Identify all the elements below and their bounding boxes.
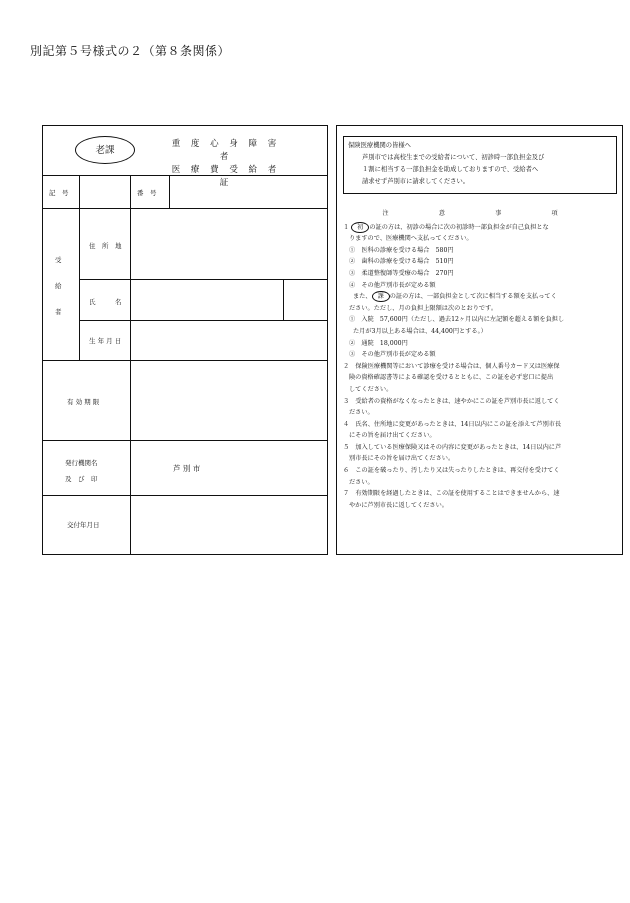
notice-line: 芦別市では高校生までの受給者について、初診時一部負担金及び	[362, 154, 545, 161]
validity-row	[43, 361, 327, 441]
birth-label: 生 年 月 日	[89, 337, 122, 345]
note-line: 別市長にその旨を届け出てください。	[349, 455, 455, 463]
note-line	[343, 291, 619, 303]
note-line: た月が3月以上ある場合は、44,400円とする。）	[353, 327, 487, 335]
note-text: の証の方は、一部負担金として次に相当する額を支払ってく	[389, 293, 557, 301]
divider	[79, 176, 80, 209]
note-line: ② 歯科の診療を受ける場合 510円	[349, 258, 454, 266]
note-line: ① 入院 57,600円（ただし、過去12ヶ月以内に左記額を超える額を負担し	[349, 316, 565, 324]
notice-line: 請求せず芦別市に請求してください。	[362, 178, 470, 185]
note-line: りますので、医療機関へ支払ってください。	[349, 235, 473, 243]
issuer-row	[43, 441, 327, 496]
kigou-label: 記 号	[49, 189, 69, 197]
card-title-line2: 医 療 費 受 給 者 証	[171, 165, 281, 188]
issue-date-row	[43, 496, 327, 554]
name-label: 氏 名	[89, 298, 122, 306]
recipient-char: 給	[55, 282, 62, 290]
note-text: また、	[353, 293, 372, 301]
card-header	[43, 126, 327, 188]
recipient-block	[43, 209, 327, 361]
recipient-char: 受	[55, 256, 62, 264]
certificate-front	[42, 125, 328, 555]
note-line: ださい。ただし、月の負担上限額は次のとおりです。	[349, 304, 498, 312]
note-line: ２ 保険医療機関等において診療を受ける場合は、個人番号カード又は医療保	[343, 362, 560, 370]
notice-line: 保険医療機関の皆様へ	[348, 142, 411, 149]
issuer-value: 芦 別 市	[173, 464, 201, 473]
note-line: ④ その他芦別市長が定める額	[349, 281, 436, 289]
card-title-line1: 重 度 心 身 障 害 者	[171, 139, 281, 162]
note-line: ５ 加入している医療保険又はその内容に変更があったときは、14日以内に芦	[343, 443, 562, 451]
issue-date-label: 交付年月日	[67, 521, 100, 529]
divider	[169, 176, 170, 209]
recipient-char: 者	[55, 308, 62, 316]
note-line: やかに芦別市長に返してください。	[349, 501, 448, 509]
note-number: １	[343, 223, 350, 231]
recipient-label	[55, 247, 62, 325]
note-line: にその旨を届け出てください。	[349, 432, 436, 440]
divider	[130, 176, 131, 209]
note-line: ださい。	[349, 478, 374, 486]
divider	[79, 320, 327, 321]
form-title: 別記第５号様式の２（第８条関係）	[30, 44, 231, 58]
issuer-label-line1: 発行機関名	[65, 459, 98, 467]
divider	[130, 441, 131, 496]
note-line: ３ 受給者の資格がなくなったときは、速やかにこの証を芦別市長に返してく	[343, 397, 560, 405]
divider	[130, 209, 131, 361]
notes-heading: 注 意 事 項	[382, 210, 580, 217]
address-label: 住 所 地	[89, 242, 122, 250]
note-text: の証の方は、初診の場合に次の初診時一部負担金が自己負担とな	[369, 223, 549, 231]
divider	[130, 361, 131, 441]
note-line: ６ この証を破ったり、汚したり又は失ったりしたときは、再交付を受けてく	[343, 467, 560, 475]
note-line: してください。	[349, 385, 393, 393]
note-line: ② 通院 18,000円	[349, 339, 408, 347]
note-line: 険の資格確認書等による確認を受けるとともに、この証を必ず窓口に提出	[349, 374, 554, 382]
note-line: ７ 有効期限を経過したときは、この証を使用することはできませんから、速	[343, 490, 560, 498]
note-line: ① 医科の診療を受ける場合 580円	[349, 246, 454, 254]
issuer-label-line2: 及 び 印	[65, 475, 98, 483]
note-line	[343, 222, 619, 234]
bangou-label: 番 号	[137, 189, 157, 197]
validity-label: 有 効 期 限	[67, 398, 100, 406]
note-line: ③ 柔道整復師等受療の場合 270円	[349, 269, 454, 277]
issuer-label	[65, 455, 98, 487]
certificate-back	[336, 125, 623, 555]
divider	[79, 209, 80, 361]
divider	[283, 279, 284, 320]
note-line: ださい。	[349, 409, 374, 417]
divider	[130, 496, 131, 554]
notes-section	[343, 208, 619, 511]
note-line: ③ その他芦別市長が定める額	[349, 351, 436, 359]
badge-initial: 初	[351, 222, 369, 233]
note-line: ４ 氏名、住所地に変更があったときは、14日以内にこの証を添えて芦別市長	[343, 420, 562, 428]
number-row	[43, 176, 327, 209]
badge-ka: 課	[372, 291, 390, 302]
divider	[79, 279, 327, 280]
notice-line: １割に相当する一部負担金を助成しておりますので、受給者へ	[362, 166, 539, 173]
badge-roka: 老課	[75, 136, 135, 164]
notice-to-medical-institutions	[343, 136, 617, 194]
